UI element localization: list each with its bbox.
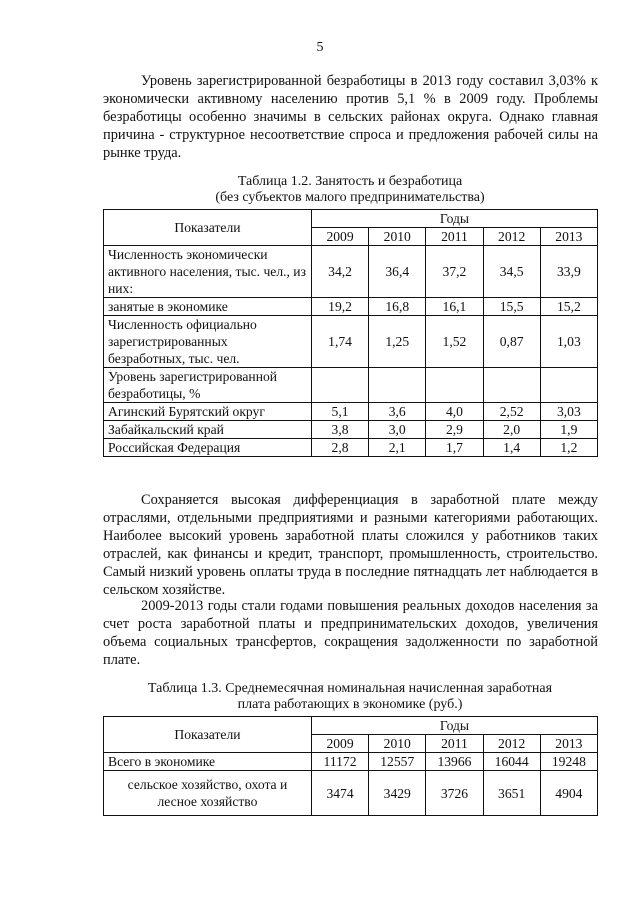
value-cell: 1,7 — [426, 439, 483, 457]
table-row — [104, 246, 598, 298]
value-cell: 16,1 — [426, 298, 483, 316]
value-cell — [483, 368, 540, 403]
table-header-row — [104, 210, 598, 228]
row-label: Уровень зарегистрированной безработицы, % — [104, 368, 312, 403]
table-row — [104, 298, 598, 316]
table-row — [104, 771, 598, 816]
value-cell: 2,52 — [483, 403, 540, 421]
value-cell: 1,74 — [311, 316, 368, 368]
value-cell — [540, 368, 597, 403]
employment-table — [103, 209, 598, 457]
row-label: Агинский Бурятский округ — [104, 403, 312, 421]
header-indicators: Показатели — [104, 210, 312, 246]
row-label: Забайкальский край — [104, 421, 312, 439]
value-cell: 33,9 — [540, 246, 597, 298]
table-header-row — [104, 717, 598, 735]
year-cell: 2010 — [369, 228, 426, 246]
value-cell: 36,4 — [369, 246, 426, 298]
value-cell: 11172 — [311, 753, 368, 771]
header-indicators: Показатели — [104, 717, 312, 753]
year-cell: 2011 — [426, 735, 483, 753]
value-cell: 3429 — [369, 771, 426, 816]
year-cell: 2012 — [483, 735, 540, 753]
value-cell: 16044 — [483, 753, 540, 771]
value-cell: 1,9 — [540, 421, 597, 439]
value-cell: 1,52 — [426, 316, 483, 368]
table-row — [104, 421, 598, 439]
year-cell: 2013 — [540, 735, 597, 753]
header-years: Годы — [311, 210, 597, 228]
table-row — [104, 403, 598, 421]
value-cell: 19,2 — [311, 298, 368, 316]
value-cell: 3651 — [483, 771, 540, 816]
year-cell: 2011 — [426, 228, 483, 246]
year-cell: 2013 — [540, 228, 597, 246]
value-cell: 1,4 — [483, 439, 540, 457]
value-cell: 12557 — [369, 753, 426, 771]
value-cell: 16,8 — [369, 298, 426, 316]
row-label: Всего в экономике — [104, 753, 312, 771]
value-cell: 34,5 — [483, 246, 540, 298]
value-cell: 13966 — [426, 753, 483, 771]
table-row — [104, 368, 598, 403]
value-cell: 1,03 — [540, 316, 597, 368]
value-cell: 2,9 — [426, 421, 483, 439]
table2-caption-subtitle: плата работающих в экономике (руб.) — [237, 697, 463, 712]
value-cell: 19248 — [540, 753, 597, 771]
table-row — [104, 439, 598, 457]
page-number: 5 — [316, 40, 324, 55]
value-cell: 37,2 — [426, 246, 483, 298]
value-cell: 2,8 — [311, 439, 368, 457]
paragraph-wage-differentiation: Сохраняется высокая дифференциация в заработной плате между отраслями, отдельными предприятиями и разными категориями работающих. Наиболее высокий уровень заработной платы сложился у работников таких отраслей, как финансы и кредит, транспорт, промышленность, строительство. Самый низкий уровень оплаты труда в последние пятнадцать лет наблюдается в сельском хозяйстве. — [103, 492, 598, 598]
value-cell: 4,0 — [426, 403, 483, 421]
value-cell: 3,03 — [540, 403, 597, 421]
table1-caption — [100, 174, 600, 206]
table-row — [104, 316, 598, 368]
value-cell: 15,2 — [540, 298, 597, 316]
year-cell: 2010 — [369, 735, 426, 753]
value-cell: 34,2 — [311, 246, 368, 298]
wages-table — [103, 716, 598, 816]
value-cell: 1,25 — [369, 316, 426, 368]
table-row — [104, 753, 598, 771]
value-cell: 15,5 — [483, 298, 540, 316]
value-cell: 3,8 — [311, 421, 368, 439]
value-cell: 1,2 — [540, 439, 597, 457]
value-cell: 3,6 — [369, 403, 426, 421]
year-cell: 2009 — [311, 735, 368, 753]
value-cell — [369, 368, 426, 403]
row-label: Российская Федерация — [104, 439, 312, 457]
value-cell: 3726 — [426, 771, 483, 816]
row-label: Численность экономически активного населения, тыс. чел., из них: — [104, 246, 312, 298]
row-label: Численность официально зарегистрированных безработных, тыс. чел. — [104, 316, 312, 368]
value-cell: 5,1 — [311, 403, 368, 421]
table1-caption-title: Таблица 1.2. Занятость и безработица — [237, 174, 463, 189]
value-cell: 3,0 — [369, 421, 426, 439]
header-years: Годы — [311, 717, 597, 735]
value-cell — [311, 368, 368, 403]
year-cell: 2009 — [311, 228, 368, 246]
paragraph-income-growth: 2009-2013 годы стали годами повышения реальных доходов населения за счет роста заработной платы и предпринимательских доходов, увеличения объема социальных трансфертов, сокращения задолженности по заработной плате. — [103, 598, 598, 668]
row-label: сельское хозяйство, охота и лесное хозяйство — [104, 771, 312, 816]
paragraph-unemployment: Уровень зарегистрированной безработицы в 2013 году составил 3,03% к экономически активному населению против 5,1 % в 2009 году. Проблемы безработицы особенно значимы в сельских районах округа. Однако главная причина - структурное несоответствие спроса и предложения рабочей силы на рынке труда. — [103, 73, 598, 161]
value-cell: 4904 — [540, 771, 597, 816]
value-cell — [426, 368, 483, 403]
table1-caption-subtitle: (без субъектов малого предпринимательства) — [215, 190, 485, 205]
value-cell: 0,87 — [483, 316, 540, 368]
value-cell: 2,1 — [369, 439, 426, 457]
table2-caption — [100, 681, 600, 713]
table2-caption-title: Таблица 1.3. Среднемесячная номинальная начисленная заработная — [147, 681, 553, 696]
value-cell: 3474 — [311, 771, 368, 816]
year-cell: 2012 — [483, 228, 540, 246]
value-cell: 2,0 — [483, 421, 540, 439]
row-label: занятые в экономике — [104, 298, 312, 316]
